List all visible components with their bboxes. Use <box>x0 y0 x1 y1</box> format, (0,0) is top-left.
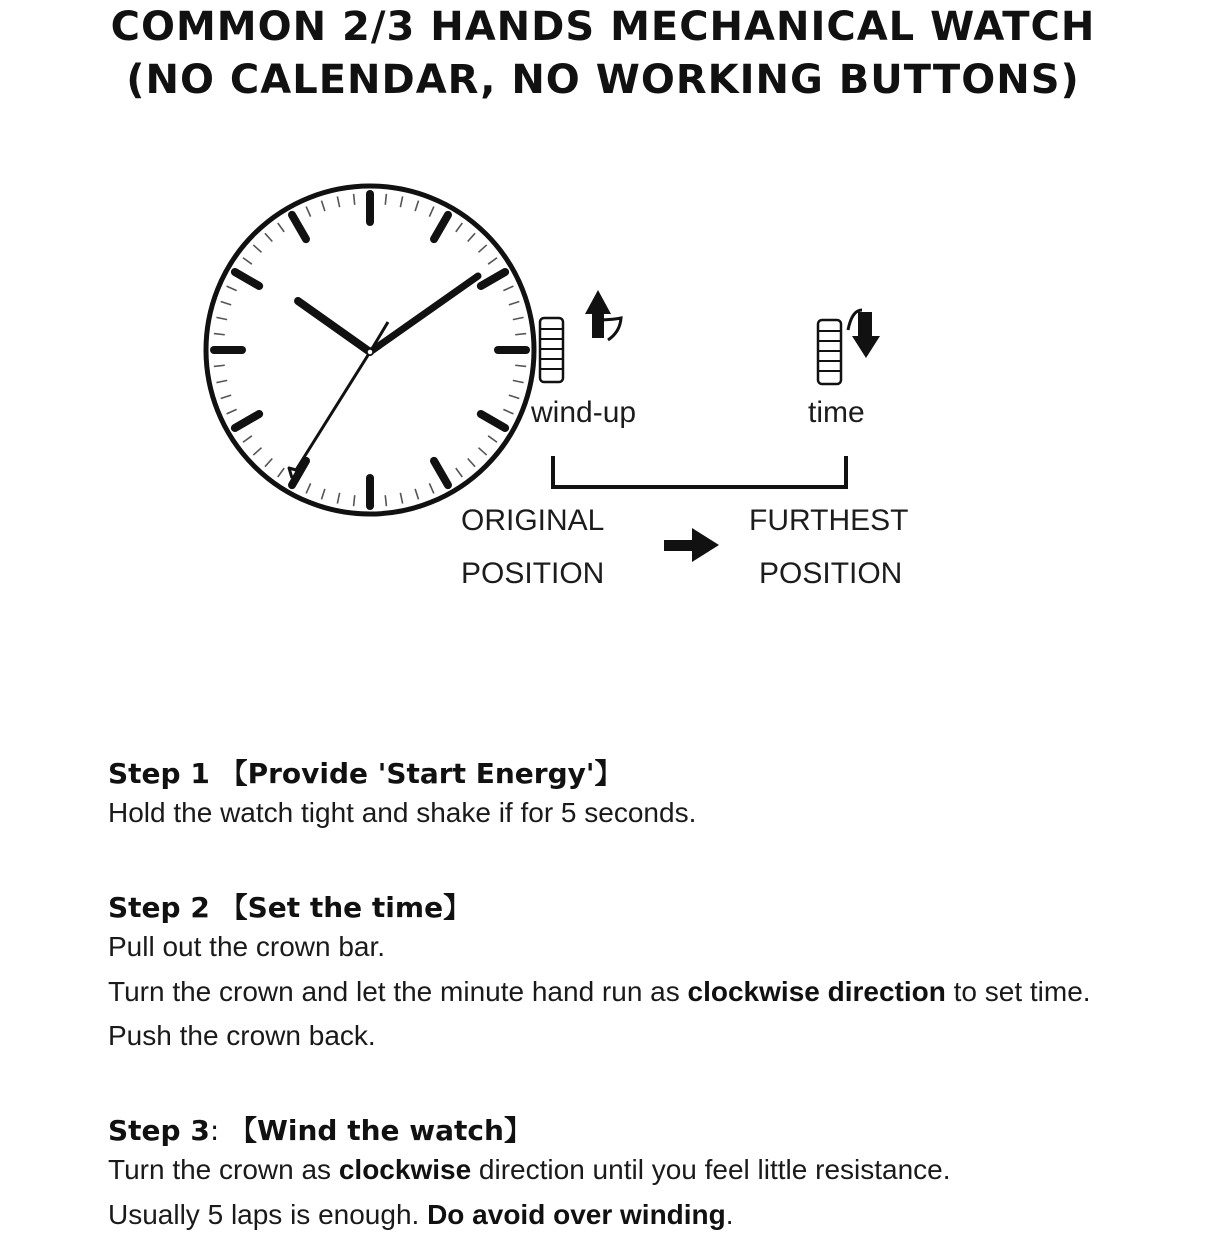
step-3-line-2-c: . <box>725 1198 734 1230</box>
crown-label-time: time <box>808 396 865 429</box>
furthest-position-line-1: FURTHEST <box>749 504 909 537</box>
step-3-colon: : <box>209 1114 220 1147</box>
arrow-right-icon <box>664 528 719 562</box>
step-3-title: 【Wind the watch】 <box>229 1114 532 1147</box>
position-bracket <box>553 456 846 487</box>
watch-dial-icon <box>206 186 534 514</box>
original-position-line-2: POSITION <box>461 557 605 590</box>
center-pin <box>367 349 373 355</box>
page-title-line-1: COMMON 2/3 HANDS MECHANICAL WATCH <box>110 4 1096 50</box>
step-3-line-1-a: Turn the crown as <box>108 1154 339 1185</box>
crown-icon-original <box>540 318 563 382</box>
step-3-label: Step 3 <box>108 1114 210 1147</box>
step-2-line-2-c: to set time. <box>945 975 1091 1007</box>
step-3-line-1 <box>108 1148 951 1193</box>
step-3-line-2-bold: Do avoid over winding <box>427 1198 726 1230</box>
rotate-arrow-down-icon <box>848 310 880 358</box>
original-position-line-1: ORIGINAL <box>461 504 605 537</box>
step-1-label: Step 1 <box>108 757 210 790</box>
step-2 <box>108 891 1091 1059</box>
step-3-line-2-a: Usually 5 laps is enough. <box>108 1198 428 1230</box>
step-1-title: 【Provide 'Start Energy'】 <box>219 757 623 790</box>
step-2-line-2 <box>108 970 1091 1015</box>
step-3 <box>108 1114 951 1237</box>
step-3-line-2 <box>108 1193 951 1238</box>
step-1 <box>108 757 696 836</box>
step-2-label: Step 2 <box>108 891 210 924</box>
step-3-heading <box>108 1114 951 1148</box>
furthest-position-line-2: POSITION <box>759 557 903 590</box>
step-2-heading <box>108 891 1091 925</box>
crown-label-windup: wind-up <box>531 396 637 429</box>
step-2-line-3: Push the crown back. <box>108 1020 376 1051</box>
step-3-line-1-c: direction until you feel little resistance. <box>471 1154 951 1185</box>
crown-icon-pulled <box>818 320 841 384</box>
rotate-arrow-up-icon <box>585 290 621 340</box>
step-3-line-1-bold: clockwise <box>338 1154 472 1185</box>
step-2-line-1: Pull out the crown bar. <box>108 931 386 962</box>
step-1-heading <box>108 757 696 791</box>
step-1-line-1: Hold the watch tight and shake if for 5 seconds. <box>108 797 697 828</box>
step-2-title: 【Set the time】 <box>219 891 472 924</box>
step-2-line-2-a: Turn the crown and let the minute hand run as <box>108 975 688 1007</box>
step-2-line-2-bold: clockwise direction <box>687 975 946 1007</box>
page-title-line-2: (NO CALENDAR, NO WORKING BUTTONS) <box>126 57 1080 103</box>
